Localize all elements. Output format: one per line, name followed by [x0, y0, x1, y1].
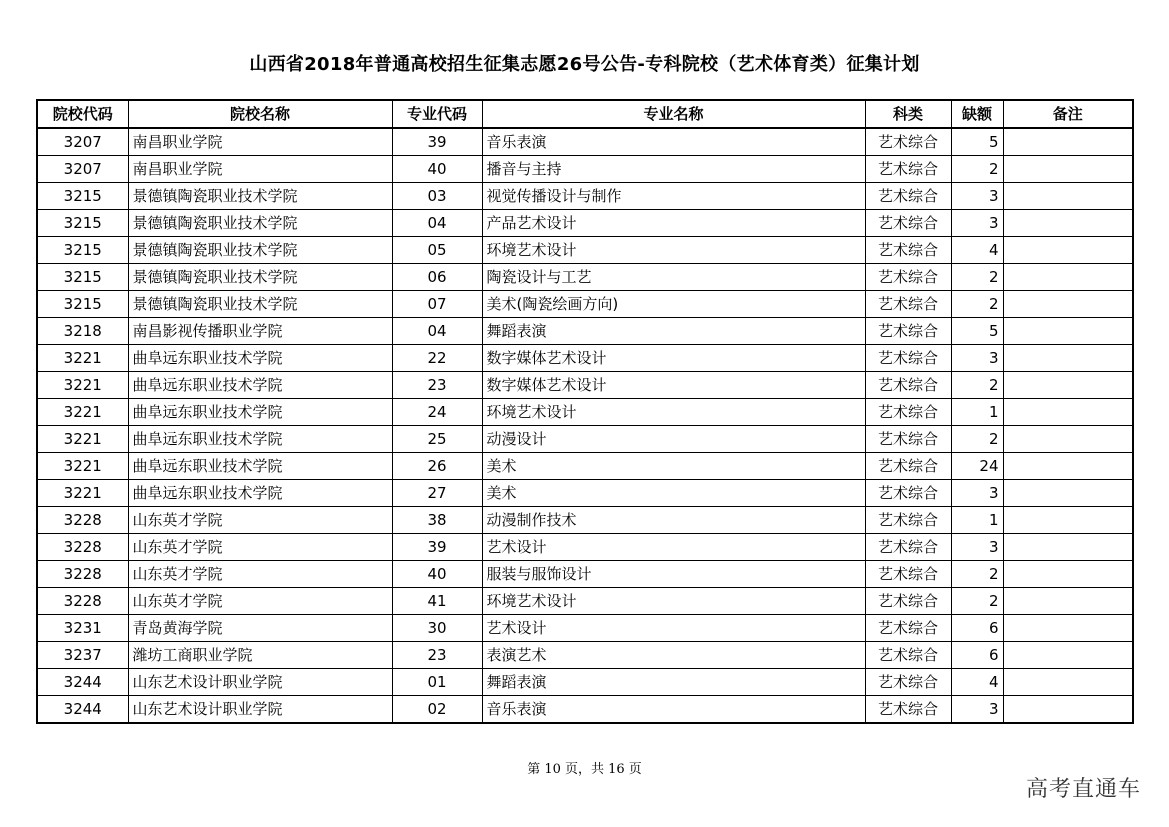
cell-school-name: 曲阜远东职业技术学院: [128, 372, 392, 399]
header-school-code: 院校代码: [37, 100, 128, 128]
cell-school-code: 3207: [37, 156, 128, 183]
cell-major-name: 数字媒体艺术设计: [482, 345, 865, 372]
cell-vacancy: 2: [951, 156, 1003, 183]
cell-school-code: 3207: [37, 128, 128, 156]
cell-note: [1003, 264, 1133, 291]
cell-vacancy: 3: [951, 480, 1003, 507]
cell-school-code: 3215: [37, 183, 128, 210]
cell-school-code: 3218: [37, 318, 128, 345]
cell-vacancy: 4: [951, 669, 1003, 696]
cell-major-name: 舞蹈表演: [482, 669, 865, 696]
cell-school-code: 3228: [37, 588, 128, 615]
header-major-name: 专业名称: [482, 100, 865, 128]
cell-school-code: 3228: [37, 561, 128, 588]
cell-school-name: 曲阜远东职业技术学院: [128, 399, 392, 426]
cell-category: 艺术综合: [865, 183, 951, 210]
cell-category: 艺术综合: [865, 318, 951, 345]
table-row: [37, 318, 1133, 345]
cell-vacancy: 1: [951, 507, 1003, 534]
cell-vacancy: 2: [951, 426, 1003, 453]
cell-major-name: 动漫设计: [482, 426, 865, 453]
cell-category: 艺术综合: [865, 291, 951, 318]
cell-note: [1003, 426, 1133, 453]
table-row: [37, 615, 1133, 642]
cell-category: 艺术综合: [865, 237, 951, 264]
cell-major-name: 艺术设计: [482, 615, 865, 642]
cell-major-code: 27: [392, 480, 482, 507]
cell-major-code: 40: [392, 561, 482, 588]
cell-category: 艺术综合: [865, 507, 951, 534]
cell-school-name: 山东英才学院: [128, 561, 392, 588]
cell-major-code: 23: [392, 642, 482, 669]
cell-major-code: 26: [392, 453, 482, 480]
table-row: [37, 588, 1133, 615]
watermark: 高考直通车: [1025, 777, 1141, 802]
cell-note: [1003, 669, 1133, 696]
cell-note: [1003, 696, 1133, 724]
cell-school-code: 3215: [37, 237, 128, 264]
cell-school-name: 景德镇陶瓷职业技术学院: [128, 210, 392, 237]
cell-school-name: 南昌影视传播职业学院: [128, 318, 392, 345]
cell-school-name: 南昌职业学院: [128, 128, 392, 156]
table-row: [37, 345, 1133, 372]
cell-major-name: 环境艺术设计: [482, 399, 865, 426]
cell-note: [1003, 345, 1133, 372]
cell-vacancy: 2: [951, 264, 1003, 291]
cell-major-name: 产品艺术设计: [482, 210, 865, 237]
cell-major-name: 美术: [482, 453, 865, 480]
cell-major-code: 04: [392, 318, 482, 345]
cell-category: 艺术综合: [865, 480, 951, 507]
cell-category: 艺术综合: [865, 426, 951, 453]
cell-vacancy: 2: [951, 291, 1003, 318]
cell-category: 艺术综合: [865, 642, 951, 669]
header-school-name: 院校名称: [128, 100, 392, 128]
cell-category: 艺术综合: [865, 561, 951, 588]
table-row: [37, 291, 1133, 318]
cell-school-code: 3244: [37, 669, 128, 696]
cell-major-name: 音乐表演: [482, 128, 865, 156]
cell-school-name: 山东艺术设计职业学院: [128, 696, 392, 724]
cell-major-name: 表演艺术: [482, 642, 865, 669]
cell-major-name: 播音与主持: [482, 156, 865, 183]
cell-category: 艺术综合: [865, 615, 951, 642]
cell-major-name: 音乐表演: [482, 696, 865, 724]
cell-school-name: 南昌职业学院: [128, 156, 392, 183]
cell-school-name: 曲阜远东职业技术学院: [128, 480, 392, 507]
cell-category: 艺术综合: [865, 534, 951, 561]
cell-note: [1003, 642, 1133, 669]
cell-school-name: 潍坊工商职业学院: [128, 642, 392, 669]
cell-school-code: 3215: [37, 264, 128, 291]
table-row: [37, 426, 1133, 453]
table-row: [37, 480, 1133, 507]
cell-major-name: 环境艺术设计: [482, 588, 865, 615]
cell-school-name: 山东英才学院: [128, 507, 392, 534]
cell-note: [1003, 291, 1133, 318]
cell-note: [1003, 507, 1133, 534]
cell-major-name: 服装与服饰设计: [482, 561, 865, 588]
cell-vacancy: 24: [951, 453, 1003, 480]
cell-major-name: 艺术设计: [482, 534, 865, 561]
table-row: [37, 696, 1133, 724]
cell-major-name: 美术(陶瓷绘画方向): [482, 291, 865, 318]
header-category: 科类: [865, 100, 951, 128]
cell-major-code: 04: [392, 210, 482, 237]
cell-note: [1003, 453, 1133, 480]
cell-major-name: 动漫制作技术: [482, 507, 865, 534]
cell-school-name: 曲阜远东职业技术学院: [128, 453, 392, 480]
cell-major-code: 30: [392, 615, 482, 642]
cell-school-code: 3215: [37, 291, 128, 318]
cell-major-code: 06: [392, 264, 482, 291]
cell-school-code: 3221: [37, 426, 128, 453]
table-row: [37, 156, 1133, 183]
cell-category: 艺术综合: [865, 345, 951, 372]
cell-school-code: 3231: [37, 615, 128, 642]
cell-vacancy: 3: [951, 210, 1003, 237]
cell-major-code: 38: [392, 507, 482, 534]
cell-school-name: 山东英才学院: [128, 588, 392, 615]
cell-vacancy: 1: [951, 399, 1003, 426]
cell-major-name: 环境艺术设计: [482, 237, 865, 264]
table-row: [37, 128, 1133, 156]
cell-school-code: 3221: [37, 399, 128, 426]
cell-note: [1003, 318, 1133, 345]
cell-vacancy: 2: [951, 588, 1003, 615]
cell-school-code: 3228: [37, 507, 128, 534]
cell-school-name: 景德镇陶瓷职业技术学院: [128, 291, 392, 318]
cell-major-code: 24: [392, 399, 482, 426]
cell-school-name: 景德镇陶瓷职业技术学院: [128, 183, 392, 210]
table-row: [37, 642, 1133, 669]
cell-major-code: 39: [392, 128, 482, 156]
table-row: [37, 507, 1133, 534]
cell-vacancy: 6: [951, 642, 1003, 669]
cell-category: 艺术综合: [865, 128, 951, 156]
cell-vacancy: 3: [951, 534, 1003, 561]
cell-school-name: 曲阜远东职业技术学院: [128, 426, 392, 453]
cell-category: 艺术综合: [865, 588, 951, 615]
cell-vacancy: 3: [951, 345, 1003, 372]
cell-school-name: 山东艺术设计职业学院: [128, 669, 392, 696]
page-title: 山西省2018年普通高校招生征集志愿26号公告-专科院校（艺术体育类）征集计划: [249, 54, 920, 75]
cell-major-name: 视觉传播设计与制作: [482, 183, 865, 210]
cell-school-name: 曲阜远东职业技术学院: [128, 345, 392, 372]
cell-major-code: 39: [392, 534, 482, 561]
cell-category: 艺术综合: [865, 156, 951, 183]
cell-major-name: 数字媒体艺术设计: [482, 372, 865, 399]
cell-major-name: 舞蹈表演: [482, 318, 865, 345]
cell-category: 艺术综合: [865, 399, 951, 426]
table-row: [37, 237, 1133, 264]
cell-note: [1003, 399, 1133, 426]
cell-note: [1003, 372, 1133, 399]
cell-category: 艺术综合: [865, 372, 951, 399]
cell-major-code: 23: [392, 372, 482, 399]
cell-major-code: 03: [392, 183, 482, 210]
table-row: [37, 453, 1133, 480]
cell-note: [1003, 615, 1133, 642]
cell-school-code: 3221: [37, 453, 128, 480]
cell-category: 艺术综合: [865, 696, 951, 724]
table-row: [37, 264, 1133, 291]
cell-category: 艺术综合: [865, 210, 951, 237]
cell-major-code: 02: [392, 696, 482, 724]
table-row: [37, 399, 1133, 426]
cell-school-code: 3215: [37, 210, 128, 237]
cell-school-name: 景德镇陶瓷职业技术学院: [128, 264, 392, 291]
header-note: 备注: [1003, 100, 1133, 128]
cell-school-code: 3221: [37, 480, 128, 507]
cell-note: [1003, 183, 1133, 210]
cell-note: [1003, 128, 1133, 156]
cell-major-code: 40: [392, 156, 482, 183]
header-major-code: 专业代码: [392, 100, 482, 128]
cell-note: [1003, 156, 1133, 183]
cell-note: [1003, 534, 1133, 561]
cell-school-name: 青岛黄海学院: [128, 615, 392, 642]
cell-note: [1003, 561, 1133, 588]
cell-category: 艺术综合: [865, 264, 951, 291]
table-row: [37, 534, 1133, 561]
cell-school-name: 景德镇陶瓷职业技术学院: [128, 237, 392, 264]
cell-school-code: 3228: [37, 534, 128, 561]
cell-note: [1003, 480, 1133, 507]
cell-vacancy: 3: [951, 696, 1003, 724]
cell-school-name: 山东英才学院: [128, 534, 392, 561]
header-vacancy: 缺额: [951, 100, 1003, 128]
cell-school-code: 3244: [37, 696, 128, 724]
table-row: [37, 561, 1133, 588]
table-row: [37, 210, 1133, 237]
cell-major-name: 美术: [482, 480, 865, 507]
cell-vacancy: 2: [951, 372, 1003, 399]
cell-note: [1003, 237, 1133, 264]
enrollment-plan-table: [36, 99, 1134, 724]
cell-vacancy: 2: [951, 561, 1003, 588]
cell-vacancy: 3: [951, 183, 1003, 210]
cell-major-code: 41: [392, 588, 482, 615]
cell-major-code: 25: [392, 426, 482, 453]
cell-vacancy: 5: [951, 318, 1003, 345]
table-row: [37, 183, 1133, 210]
table-row: [37, 669, 1133, 696]
table-header-row: [37, 100, 1133, 128]
cell-category: 艺术综合: [865, 669, 951, 696]
cell-school-code: 3237: [37, 642, 128, 669]
cell-school-code: 3221: [37, 345, 128, 372]
cell-vacancy: 6: [951, 615, 1003, 642]
cell-major-code: 05: [392, 237, 482, 264]
cell-major-code: 22: [392, 345, 482, 372]
cell-major-code: 01: [392, 669, 482, 696]
cell-vacancy: 5: [951, 128, 1003, 156]
cell-school-code: 3221: [37, 372, 128, 399]
cell-major-code: 07: [392, 291, 482, 318]
page-number-footer: 第 10 页，共 16 页: [527, 762, 642, 777]
cell-category: 艺术综合: [865, 453, 951, 480]
cell-major-name: 陶瓷设计与工艺: [482, 264, 865, 291]
cell-vacancy: 4: [951, 237, 1003, 264]
cell-note: [1003, 588, 1133, 615]
cell-note: [1003, 210, 1133, 237]
table-row: [37, 372, 1133, 399]
